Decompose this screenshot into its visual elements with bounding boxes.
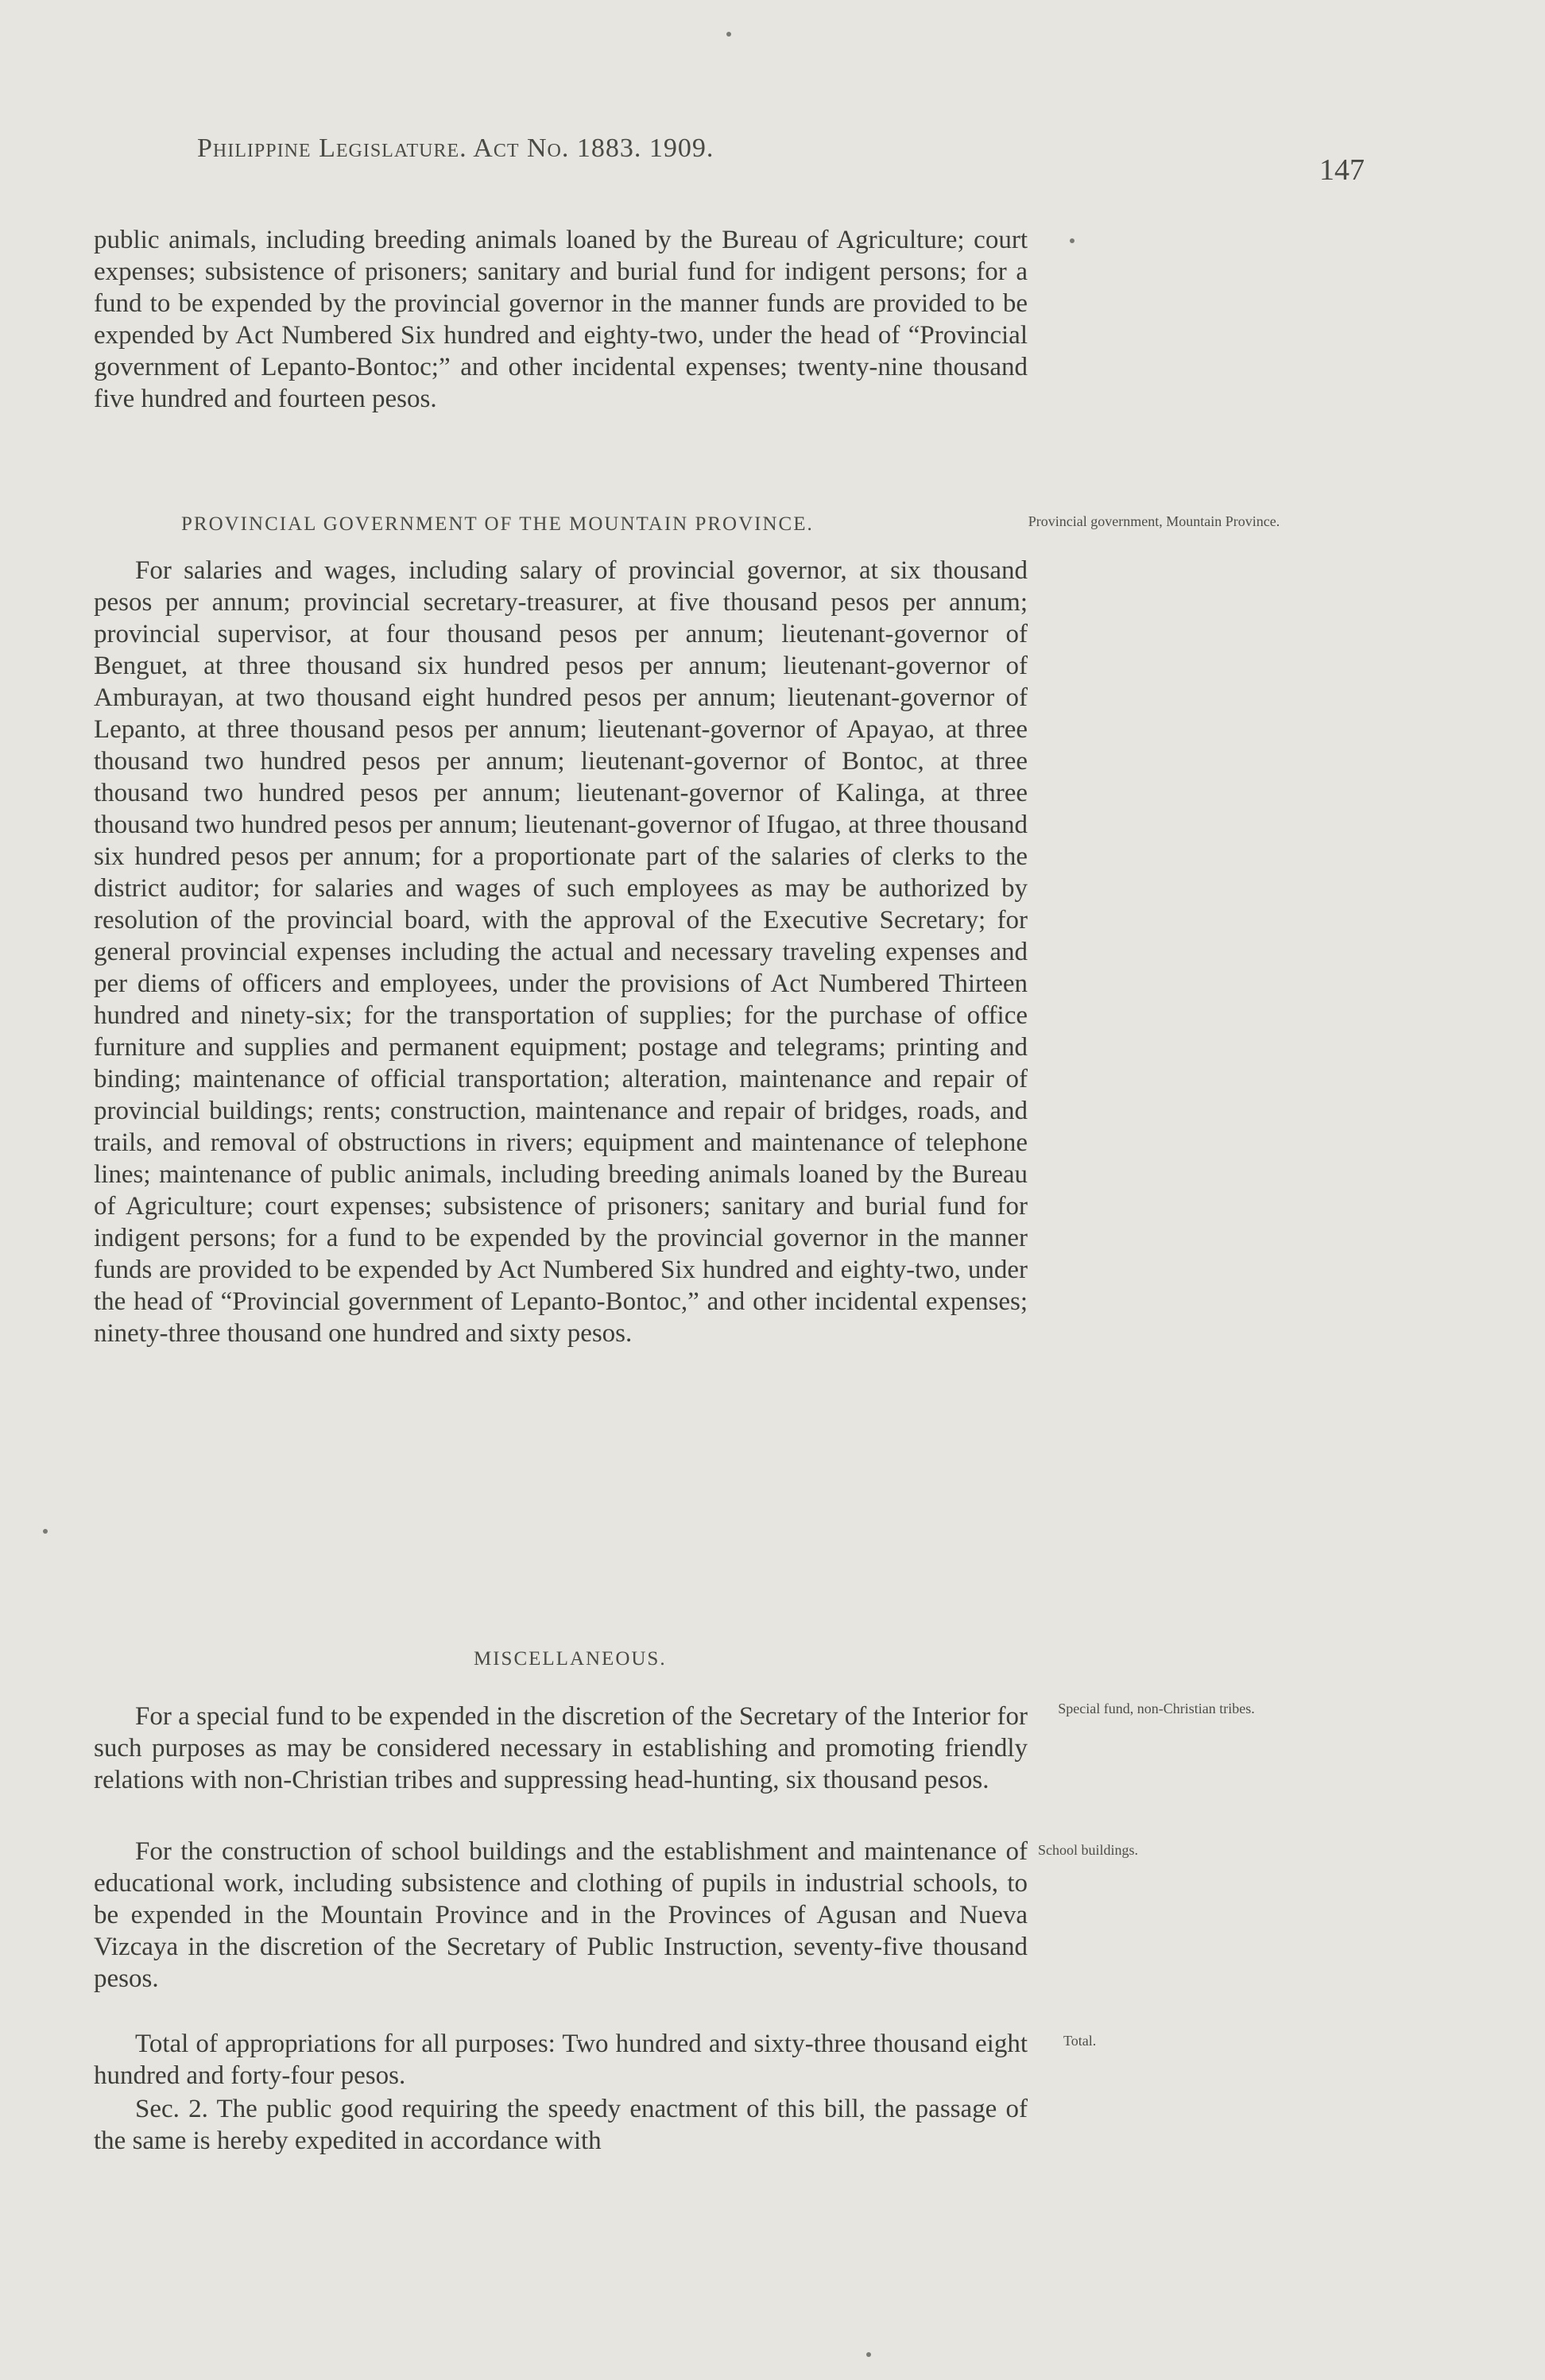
ink-speck: [866, 2352, 871, 2357]
ink-speck: [726, 32, 731, 37]
margin-note-total: Total.: [1063, 2033, 1097, 2049]
special-fund-paragraph: For a special fund to be expended in the discretion of the Secretary of the Interior for such purposes as may be considered necessary in establishing and promoting friendly relations with non-Christian tribes and suppressing head-hunting, six thousand pesos.: [94, 1702, 1028, 1794]
page-number: 147: [1319, 153, 1365, 187]
ink-speck: [1070, 238, 1075, 243]
mountain-province-block: [94, 555, 1028, 1349]
school-buildings-block: [94, 1836, 1028, 1995]
ink-speck: [43, 1529, 48, 1534]
opening-paragraph: public animals, including breeding animals loaned by the Bureau of Agriculture; court expenses; subsistence of prisoners; sanitary and burial fund for indigent persons; for a fund to be expended by the provincial governor in the manner funds are provided to be expended by Act Numbered Six hundred and eighty-two, under the head of “Provincial government of Lepanto-Bontoc;” and other incidental expenses; twenty-nine thousand five hundred and fourteen pesos.: [94, 226, 1028, 413]
section-heading-mountain-province: PROVINCIAL GOVERNMENT OF THE MOUNTAIN PROVINCE.: [181, 513, 814, 535]
opening-paragraph-block: [94, 224, 1028, 415]
total-paragraph: Total of appropriations for all purposes: Two hundred and sixty-three thousand eight hundred and forty-four pesos.: [94, 2030, 1028, 2090]
section-2-paragraph: Sec. 2. The public good requiring the speedy enactment of this bill, the passage of the same is hereby expedited in accordance with: [94, 2095, 1028, 2155]
section-heading-miscellaneous: MISCELLANEOUS.: [474, 1648, 667, 1670]
mountain-province-paragraph: For salaries and wages, including salary of provincial governor, at six thousand pesos per annum; provincial secretary-treasurer, at five thousand pesos per annum; provincial supervisor, at four thousand pesos per annum; lieutenant-governor of Benguet, at three thousand six hundred pesos per annum; lieutenant-governor of Amburayan, at two thousand eight hundred pesos per annum; lieutenant-governor of Lepanto, at three thousand pesos per annum; lieutenant-governor of Apayao, at three thousand two hundred pesos per annum; lieutenant-governor of Bontoc, at three thousand two hundred pesos per annum; lieutenant-governor of Kalinga, at three thousand two hundred pesos per annum; lieutenant-governor of Ifugao, at three thousand six hundred pesos per annum; for a proportionate part of the salaries of clerks to the district auditor; for salaries and wages of such employees as may be authorized by resolution of the provincial board, with the approval of the Executive Secretary; for general provincial expenses including the actual and necessary traveling expenses and per diems of officers and employees, under the provisions of Act Numbered Thirteen hundred and ninety-six; for the transportation of supplies; for the purchase of office furniture and supplies and permanent equipment; postage and telegrams; printing and binding; maintenance of official transportation; alteration, maintenance and repair of provincial buildings; rents; construction, maintenance and repair of bridges, roads, and trails, and removal of obstructions in rivers; equipment and maintenance of telephone lines; maintenance of public animals, including breeding animals loaned by the Bureau of Agriculture; court expenses; subsistence of prisoners; sanitary and burial fund for indigent persons; for a fund to be expended by the provincial governor in the manner funds are provided to be expended by Act Numbered Six hundred and eighty-two, under the head of “Provincial government of Lepanto-Bontoc,” and other incidental expenses; ninety-three thousand one hundred and sixty pesos.: [94, 556, 1028, 1348]
margin-note-school-buildings: School buildings.: [1038, 1842, 1139, 1858]
school-buildings-paragraph: For the construction of school buildings and the establishment and maintenance of educational work, including subsistence and clothing of pupils in industrial schools, to be expended in the Mountain Province and in the Provinces of Agusan and Nueva Vizcaya in the discretion of the Secretary of Public Instruction, seventy-five thousand pesos.: [94, 1837, 1028, 1993]
margin-note-special-fund: Special fund, non-Christian tribes.: [1058, 1701, 1255, 1716]
total-block: [94, 2028, 1028, 2092]
running-head: Philippine Legislature. Act No. 1883. 1909.: [197, 134, 714, 163]
margin-note-provincial-government: Provincial government, Mountain Province.: [1028, 513, 1280, 529]
section-2-block: [94, 2093, 1028, 2157]
special-fund-block: [94, 1701, 1028, 1796]
